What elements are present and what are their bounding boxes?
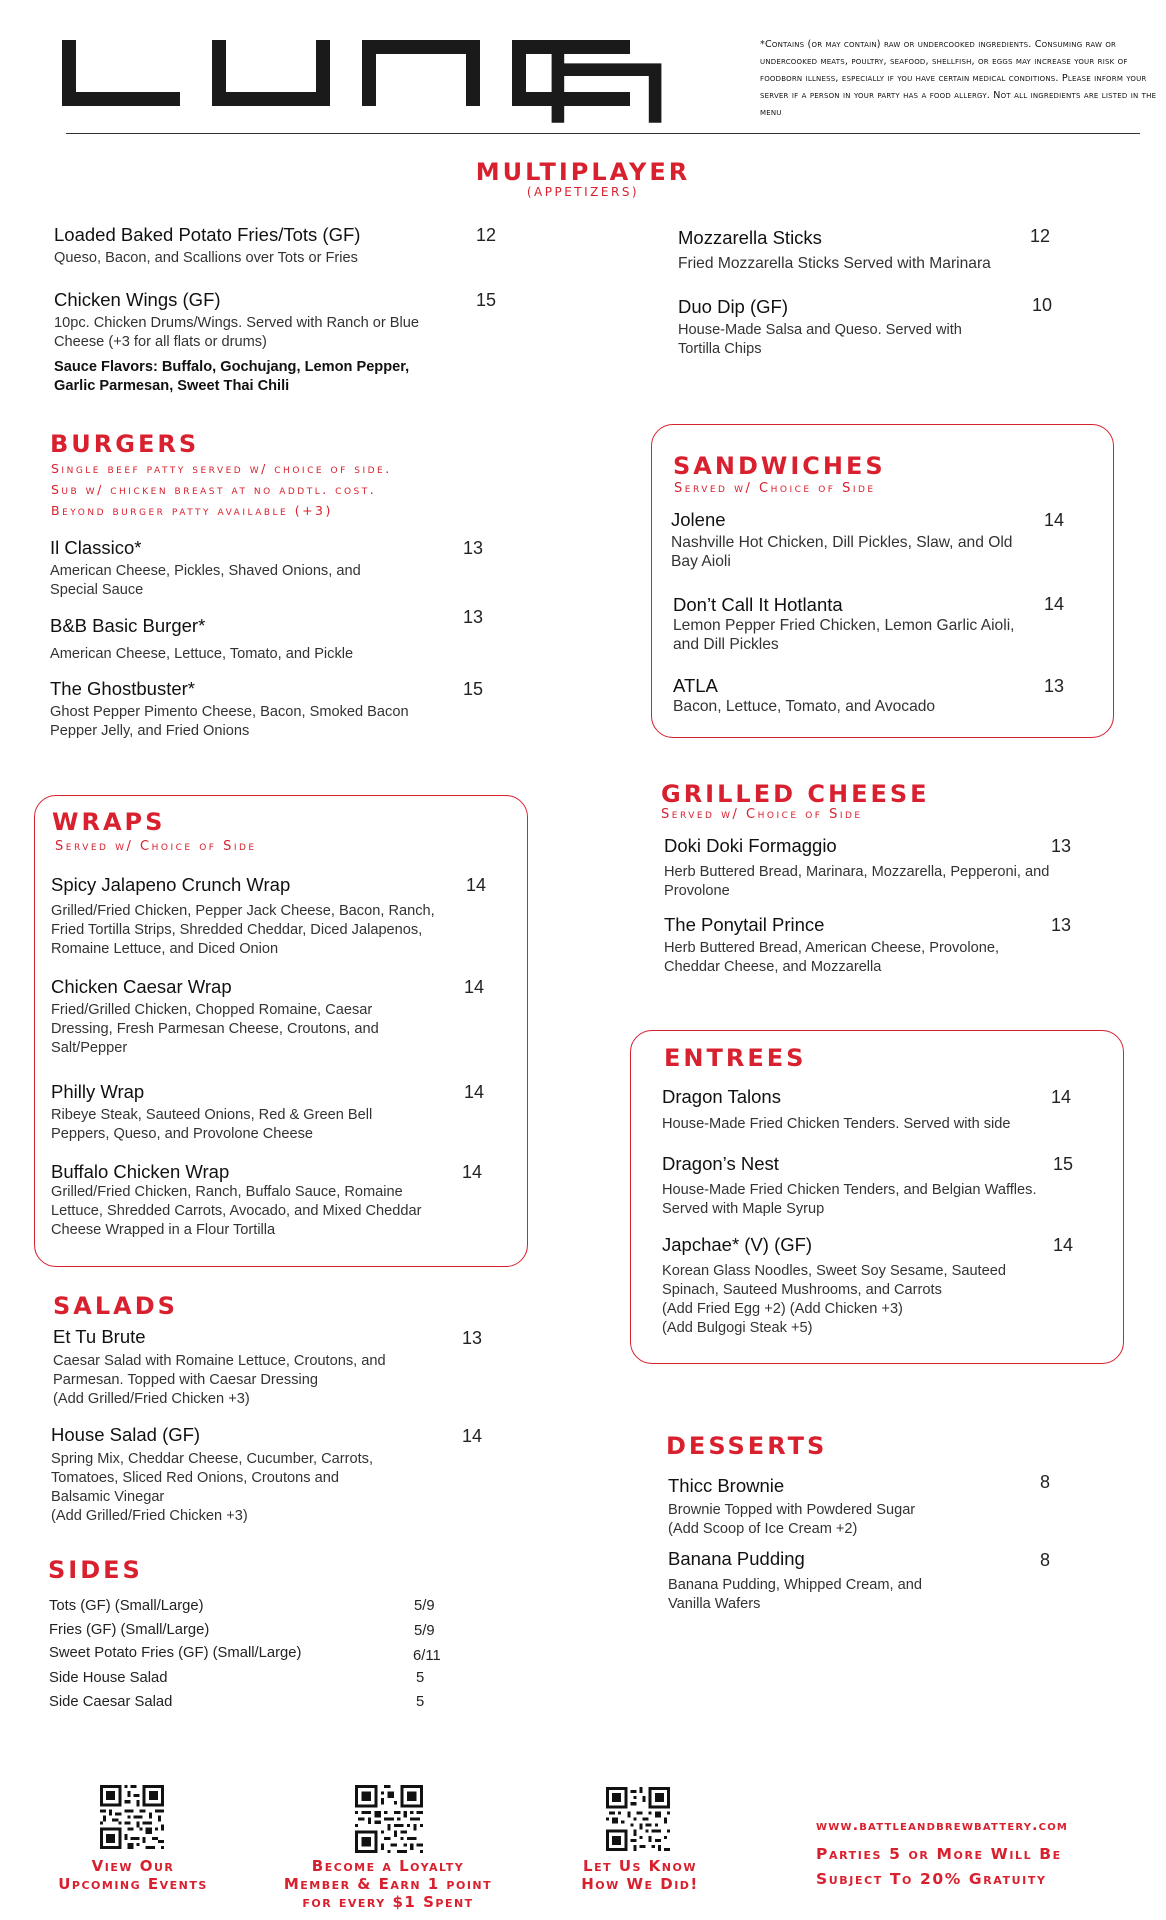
item-name: Banana Pudding [668, 1548, 805, 1569]
item-description: House-Made Fried Chicken Tenders. Served with side [662, 1116, 1011, 1132]
item-price: 10 [1032, 295, 1053, 315]
menu-item [51, 1081, 451, 1144]
item-name: Philly Wrap [51, 1081, 145, 1102]
side-item-name: Sweet Potato Fries (GF) (Small/Large) [49, 1645, 302, 1661]
item-name: Duo Dip (GF) [678, 296, 788, 317]
item-price: 14 [1044, 594, 1065, 614]
item-price: 8 [1040, 1472, 1051, 1492]
item-description: Lemon Pepper Fried Chicken, Lemon Garlic Aioli, and Dill Pickles [673, 617, 1015, 653]
menu-item [51, 874, 451, 959]
item-price: 13 [1051, 836, 1072, 856]
item-price: 15 [463, 679, 484, 699]
description-line: Vanilla Wafers [668, 1596, 761, 1612]
menu-item [53, 1326, 453, 1409]
description-line: Spinach, Sauteed Mushrooms, and Carrots [662, 1282, 942, 1298]
side-item-price: 5/9 [414, 1598, 435, 1614]
item-price: 14 [464, 977, 485, 997]
sauce-flavors: Sauce Flavors: Buffalo, Gochujang, Lemon Pepper, Garlic Parmesan, Sweet Thai Chili [54, 359, 410, 394]
menu-item [54, 289, 454, 396]
sandwiches-title: SANDWICHES [673, 452, 886, 480]
item-name: Loaded Baked Potato Fries/Tots (GF) [54, 224, 361, 245]
menu-item [51, 976, 451, 1058]
item-name: Spicy Jalapeno Crunch Wrap [51, 874, 291, 895]
lunch-logo [62, 40, 712, 126]
label-line: Member & Earn 1 point [283, 1875, 493, 1893]
description-line: Tomatoes, Sliced Red Onions, Croutons and [51, 1470, 339, 1486]
entrees-title: ENTREES [664, 1044, 807, 1072]
description-line: (Add Bulgogi Steak +5) [662, 1320, 813, 1336]
description-line: (Add Grilled/Fried Chicken +3) [51, 1508, 248, 1524]
description-line: Banana Pudding, Whipped Cream, and [668, 1577, 922, 1593]
item-price: 15 [476, 290, 497, 310]
item-price: 13 [463, 538, 484, 558]
item-price: 14 [464, 1082, 485, 1102]
burgers-subtitle-line: Sub w/ chicken breast at no addtl. cost. [51, 482, 377, 497]
label-line: for every $1 Spent [302, 1893, 474, 1911]
label-line: How We Did! [581, 1875, 699, 1893]
item-description [53, 1352, 453, 1409]
salads-title: SALADS [53, 1292, 178, 1320]
item-name: Thicc Brownie [668, 1475, 785, 1496]
menu-item [664, 914, 1064, 977]
description-line: (Add Fried Egg +2) (Add Chicken +3) [662, 1301, 903, 1317]
item-description [668, 1576, 1048, 1614]
events-qr-label [30, 1857, 236, 1893]
menu-item [664, 835, 1064, 901]
item-name: Japchae* (V) (GF) [662, 1234, 813, 1255]
label-line: Let Us Know [583, 1857, 697, 1875]
side-item-name: Side House Salad [49, 1670, 168, 1686]
loyalty-qr-label [260, 1857, 516, 1911]
item-name: Chicken Wings (GF) [54, 289, 221, 310]
menu-item [668, 1475, 1048, 1539]
header-divider [66, 133, 1140, 134]
description-line: (Add Grilled/Fried Chicken +3) [53, 1391, 250, 1407]
item-description: Herb Buttered Bread, Marinara, Mozzarella, Pepperoni, and Provolone [664, 864, 1050, 899]
item-name: Et Tu Brute [53, 1326, 146, 1347]
item-name: The Ponytail Prince [664, 914, 825, 935]
item-description: House-Made Fried Chicken Tenders, and Belgian Waffles. Served with Maple Syrup [662, 1182, 1037, 1217]
item-description: Grilled/Fried Chicken, Ranch, Buffalo Sauce, Romaine Lettuce, Shredded Carrots, Avocado, and Mixed Cheddar Cheese Wrapped in a Flour Tortilla [51, 1184, 422, 1238]
menu-item [662, 1153, 1082, 1219]
item-price: 14 [1044, 510, 1065, 530]
menu-item [50, 537, 370, 600]
item-name: Doki Doki Formaggio [664, 835, 837, 856]
menu-item [662, 1086, 1082, 1134]
grilled-cheese-title: GRILLED CHEESE [661, 780, 930, 808]
item-name: B&B Basic Burger* [50, 615, 206, 636]
gratuity-line: Subject To 20% Gratuity [816, 1870, 1047, 1888]
side-item-price: 5 [416, 1694, 425, 1710]
feedback-qr-code[interactable] [606, 1787, 670, 1851]
description-line: Caesar Salad with Romaine Lettuce, Croutons, and [53, 1353, 386, 1369]
item-description [668, 1501, 1048, 1539]
item-description: Bacon, Lettuce, Tomato, and Avocado [673, 698, 936, 715]
item-name: Buffalo Chicken Wrap [51, 1161, 230, 1182]
desserts-title: DESSERTS [666, 1432, 828, 1460]
burgers-subtitle-line: Single beef patty served w/ choice of side. [51, 461, 392, 476]
events-qr-code[interactable] [100, 1785, 164, 1849]
item-name: Don’t Call It Hotlanta [673, 594, 843, 615]
label-line: Upcoming Events [58, 1875, 208, 1893]
burgers-subtitle-line: Beyond burger patty available (+3) [51, 503, 333, 518]
allergy-disclaimer: *Contains (or may contain) raw or undercooked ingredients. Consuming raw or undercooked meats, poultry, seafood, shellfish, or eggs may increase your risk of foodborn illness, especially if you have certain medical conditions. Please inform your server if a person in your party has a food allergy. Not all ingredients are listed in the menu [760, 39, 1157, 118]
gratuity-notice [816, 1842, 1062, 1892]
menu-item [662, 1234, 1082, 1338]
item-price: 14 [1053, 1235, 1074, 1255]
item-description [662, 1262, 1082, 1338]
item-price: 14 [1051, 1087, 1072, 1107]
description-line: Balsamic Vinegar [51, 1489, 165, 1505]
item-description: Fried Mozzarella Sticks Served with Marinara [678, 255, 991, 272]
item-name: Jolene [671, 509, 726, 530]
description-line: (Add Scoop of Ice Cream +2) [668, 1521, 858, 1537]
label-line: Become a Loyalty [311, 1857, 465, 1875]
menu-item [673, 594, 1033, 654]
side-item-name: Tots (GF) (Small/Large) [49, 1598, 204, 1614]
item-description: Ribeye Steak, Sauteed Onions, Red & Green Bell Peppers, Queso, and Provolone Cheese [51, 1107, 373, 1142]
item-price: 12 [1030, 226, 1051, 246]
menu-item [673, 675, 1033, 716]
item-name: Mozzarella Sticks [678, 227, 822, 248]
menu-item [668, 1548, 1051, 1614]
side-item-name: Fries (GF) (Small/Large) [49, 1622, 210, 1638]
menu-item [51, 1161, 451, 1240]
item-name: ATLA [673, 675, 718, 696]
menu-item [50, 615, 450, 664]
sandwiches-subtitle: Served w/ Choice of Side [674, 481, 876, 496]
item-name: Chicken Caesar Wrap [51, 976, 232, 997]
label-line: View Our [91, 1857, 175, 1875]
item-description: Grilled/Fried Chicken, Pepper Jack Cheese, Bacon, Ranch, Fried Tortilla Strips, Shredded Cheddar, Diced Jalapenos, Romaine Lettuce, and Diced Onion [51, 903, 435, 957]
item-description: American Cheese, Lettuce, Tomato, and Pickle [50, 646, 354, 662]
wraps-title: WRAPS [52, 808, 166, 836]
menu-item [50, 678, 420, 741]
item-name: House Salad (GF) [51, 1424, 201, 1445]
description-line: Parmesan. Topped with Caesar Dressing [53, 1372, 318, 1388]
side-item-name: Side Caesar Salad [49, 1694, 173, 1710]
item-description: Herb Buttered Bread, American Cheese, Provolone, Cheddar Cheese, and Mozzarella [664, 940, 1000, 975]
side-item-price: 5/9 [414, 1623, 435, 1639]
multiplayer-title: MULTIPLAYER [475, 158, 691, 186]
item-description: 10pc. Chicken Drums/Wings. Served with Ranch or Blue Cheese (+3 for all flats or drums) [54, 315, 419, 350]
grilled-cheese-subtitle: Served w/ Choice of Side [661, 807, 863, 822]
description-line: Spring Mix, Cheddar Cheese, Cucumber, Carrots, [51, 1451, 374, 1467]
item-description: American Cheese, Pickles, Shaved Onions, and Special Sauce [50, 563, 361, 598]
item-price: 14 [466, 875, 487, 895]
item-price: 8 [1040, 1550, 1051, 1570]
multiplayer-subtitle: (APPETIZERS) [526, 185, 640, 199]
item-name: Dragon Talons [662, 1086, 781, 1107]
gratuity-line: Parties 5 or More Will Be [816, 1845, 1062, 1863]
description-line: Korean Glass Noodles, Sweet Soy Sesame, Sauteed [662, 1263, 1006, 1279]
item-description: Nashville Hot Chicken, Dill Pickles, Slaw, and Old Bay Aioli [671, 534, 1013, 570]
burgers-subtitle [51, 458, 392, 521]
menu-item [671, 509, 1031, 571]
wraps-subtitle: Served w/ Choice of Side [55, 839, 257, 854]
item-price: 15 [1053, 1154, 1074, 1174]
burgers-title: BURGERS [50, 430, 200, 458]
item-description: Ghost Pepper Pimento Cheese, Bacon, Smoked Bacon Pepper Jelly, and Fried Onions [50, 704, 409, 739]
item-description: Fried/Grilled Chicken, Chopped Romaine, Caesar Dressing, Fresh Parmesan Cheese, Croutons, and Salt/Pepper [51, 1002, 379, 1056]
loyalty-qr-code[interactable] [355, 1785, 423, 1853]
item-description: Queso, Bacon, and Scallions over Tots or Fries [54, 250, 358, 266]
item-price: 13 [1051, 915, 1072, 935]
item-name: Il Classico* [50, 537, 142, 558]
side-item-price: 6/11 [413, 1648, 441, 1664]
item-price: 14 [462, 1426, 483, 1446]
menu-item [678, 227, 1058, 273]
item-name: The Ghostbuster* [50, 678, 195, 699]
feedback-qr-label [550, 1857, 730, 1893]
item-description: House-Made Salsa and Queso. Served with Tortilla Chips [678, 322, 962, 357]
item-price: 13 [1044, 676, 1065, 696]
item-price: 14 [462, 1162, 483, 1182]
menu-item [51, 1424, 451, 1526]
item-price: 12 [476, 225, 497, 245]
menu-item [678, 296, 998, 359]
side-item-price: 5 [416, 1670, 425, 1686]
sides-title: SIDES [48, 1556, 143, 1584]
item-name: Dragon’s Nest [662, 1153, 779, 1174]
website-link[interactable]: www.battleandbrewbattery.com [816, 1818, 1069, 1834]
item-price: 13 [463, 607, 484, 627]
item-description [51, 1450, 451, 1526]
menu-item [54, 224, 434, 268]
item-price: 13 [462, 1328, 483, 1348]
description-line: Brownie Topped with Powdered Sugar [668, 1502, 916, 1518]
